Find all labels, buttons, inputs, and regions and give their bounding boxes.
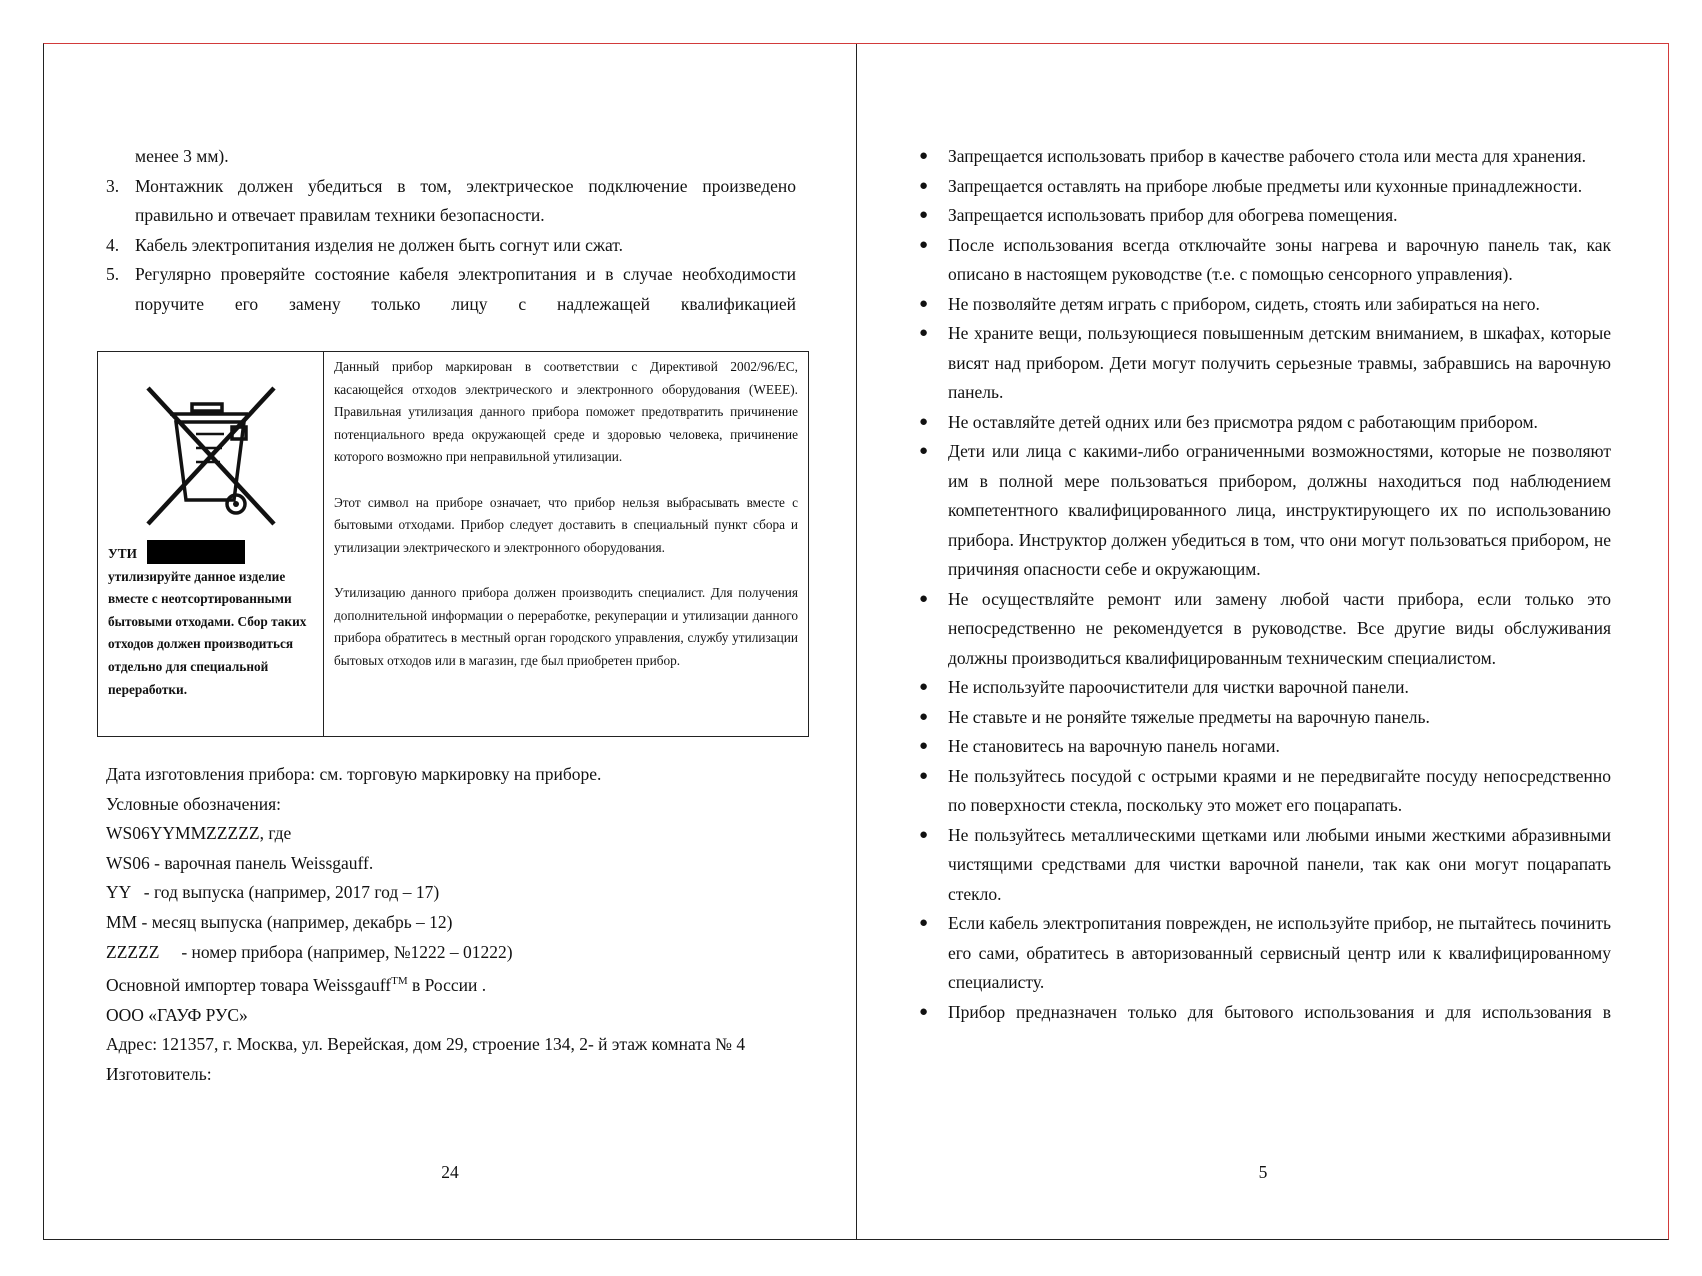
weee-notice-box xyxy=(97,351,809,737)
manufacture-date: Дата изготовления прибора: см. торговую маркировку на приборе. xyxy=(106,764,602,784)
bullet-text: Не пользуйтесь металлическими щетками или любыми иными жесткими абразивными чистящими средствами для чистки варочной панели, так как они могут поцарапать стекло. xyxy=(948,824,1611,904)
crossed-out-wheelie-bin-icon xyxy=(136,382,286,532)
bullet-item xyxy=(919,290,1611,320)
list-item-text: Кабель электропитания изделия не должен быть согнут или сжат. xyxy=(135,234,623,255)
bullet-dot-icon: ● xyxy=(919,325,929,341)
list-item-number: 4. xyxy=(106,234,120,255)
bullet-text: Не храните вещи, пользующиеся повышенным детским вниманием, в шкафах, которые висят над прибором. Дети могут получить серьезные травмы, забравшись на варочную панель. xyxy=(948,323,1611,402)
bullet-item xyxy=(919,319,1611,408)
list-item-number: 5. xyxy=(106,264,120,284)
bullet-text: Не пользуйтесь посудой с острыми краями и не передвигайте посуду непосредственно по поверхности стекла, поскольку это может его поцарапать. xyxy=(948,765,1611,815)
left-page xyxy=(44,44,856,1239)
bullet-text: Запрещается использовать прибор для обогрева помещения. xyxy=(948,205,1398,225)
bullet-dot-icon: ● xyxy=(919,177,929,194)
bullet-dot-icon: ● xyxy=(919,679,929,695)
weee-warning-text xyxy=(108,540,318,701)
bullet-item xyxy=(919,172,1611,202)
bullet-text: Если кабель электропитания поврежден, не используйте прибор, не пытайтесь починить его сами, обратитесь в авторизованный сервисный центр или к квалифицированному специалисту. xyxy=(948,913,1611,992)
bullet-text: Дети или лица с какими-либо ограниченными возможностями, которые не позволяют им в полной мере пользоваться прибором, должны находиться под наблюдением компетентного квалифицированного лица, инструктирующего их по использованию прибора. Инструктор должен убедиться в том, что они могут пользоваться прибором, не причиняя опасности себе и окружающим. xyxy=(948,441,1611,579)
bullet-item xyxy=(919,909,1611,998)
bullet-dot-icon: ● xyxy=(919,826,929,843)
bullet-item xyxy=(919,998,1611,1028)
importer-address: Адрес: 121357, г. Москва, ул. Верейская, дом 29, строение 134, 2- й этаж комната № 4 xyxy=(106,1034,746,1055)
bullet-item xyxy=(919,703,1611,733)
bullet-item xyxy=(919,762,1611,821)
bullet-dot-icon: ● xyxy=(919,207,929,223)
bullet-dot-icon: ● xyxy=(919,767,929,784)
bullet-dot-icon: ● xyxy=(919,590,929,607)
manufacturer-label: Изготовитель: xyxy=(106,1063,212,1084)
code-zz: ZZZZZ - номер прибора (например, №1222 – 01222) xyxy=(106,941,513,962)
safety-bullet-list xyxy=(919,142,1611,1027)
bullet-dot-icon: ● xyxy=(919,148,929,164)
bullet-item xyxy=(919,732,1611,762)
bullet-dot-icon: ● xyxy=(919,443,929,459)
bullet-text: Не ставьте и не роняйте тяжелые предметы на варочную панель. xyxy=(948,706,1430,727)
bullet-item xyxy=(919,201,1611,231)
numbered-list xyxy=(106,142,796,319)
bullet-text: Не позволяйте детям играть с прибором, сидеть, стоять или забираться на него. xyxy=(948,293,1540,314)
weee-paragraph-disposal: Утилизацию данного прибора должен производить специалист. Для получения дополнительной информации о переработке, рекуперации и утилизации данного прибора обратитесь в местный орган городского управления, службу утилизации бытовых отходов или в магазин, где был приобретен прибор. xyxy=(334,584,798,668)
importer-company: ООО «ГАУФ РУС» xyxy=(106,1004,248,1025)
bullet-text: Не оставляйте детей одних или без присмотра рядом с работающим прибором. xyxy=(948,411,1538,432)
page-number-right: 5 xyxy=(1258,1162,1268,1182)
list-item-number: 3. xyxy=(106,175,120,196)
serial-code-format: WS06YYMMZZZZZ, где xyxy=(106,823,292,844)
bullet-item xyxy=(919,821,1611,910)
importer-line xyxy=(106,967,806,1000)
bullet-dot-icon: ● xyxy=(919,236,929,253)
bullet-item xyxy=(919,673,1611,703)
list-item xyxy=(106,260,796,319)
bullet-text: Не используйте пароочистители для чистки варочной панели. xyxy=(948,677,1409,697)
list-item xyxy=(106,231,796,261)
legend-heading: Условные обозначения: xyxy=(106,793,282,814)
trademark-sup: TM xyxy=(391,975,408,988)
code-ws06: WS06 - варочная панель Weissgauff. xyxy=(106,852,374,873)
bullet-dot-icon: ● xyxy=(919,295,929,312)
weee-warning-prefix: УТИ xyxy=(108,546,137,561)
bullet-text: После использования всегда отключайте зоны нагрева и варочную панель так, как описано в настоящем руководстве (т.е. с помощью сенсорного управления). xyxy=(948,234,1611,284)
weee-paragraph-symbol: Этот символ на приборе означает, что прибор нельзя выбрасывать вместе с бытовыми отходами. Прибор следует доставить в специальный пункт сбора и утилизации электрического и электронного оборудования. xyxy=(334,494,798,555)
bullet-text: Запрещается оставлять на приборе любые предметы или кухонные принадлежности. xyxy=(948,175,1583,196)
importer-country: в России . xyxy=(407,974,487,995)
importer-text: Основной импортер товара Weissgauff xyxy=(106,974,392,995)
bullet-item xyxy=(919,142,1611,172)
list-item xyxy=(106,172,796,231)
bullet-text: Прибор предназначен только для бытового использования и для использования в xyxy=(948,1001,1611,1022)
right-page xyxy=(857,44,1669,1239)
document-spread xyxy=(43,43,1669,1240)
list-continuation: менее 3 мм). xyxy=(135,146,229,166)
weee-symbol-cell xyxy=(98,352,324,736)
bullet-dot-icon: ● xyxy=(919,915,929,931)
redaction-bar xyxy=(147,540,245,564)
bullet-text: Не становитесь на варочную панель ногами. xyxy=(948,736,1280,756)
manufacturing-info xyxy=(106,760,806,1089)
bullet-item xyxy=(919,585,1611,674)
list-item-text: Регулярно проверяйте состояние кабеля электропитания и в случае необходимости поручите его замену только лицу с надлежащей квалификацией xyxy=(135,264,796,314)
bullet-item xyxy=(919,231,1611,290)
list-item-text: Монтажник должен убедиться в том, электрическое подключение произведено правильно и отвечает правилам техники безопасности. xyxy=(135,175,796,225)
bullet-dot-icon: ● xyxy=(919,1003,929,1020)
bullet-text: Запрещается использовать прибор в качестве рабочего стола или места для хранения. xyxy=(948,146,1587,166)
weee-warning-body: утилизируйте данное изделие вместе с неотсортированными бытовыми отходами. Сбор таких отходов должен производиться отдельно для специальной переработки. xyxy=(108,568,307,697)
code-mm: MM - месяц выпуска (например, декабрь – 12) xyxy=(106,911,453,932)
page-number-left: 24 xyxy=(441,1162,459,1182)
bullet-dot-icon: ● xyxy=(919,413,929,430)
bullet-dot-icon: ● xyxy=(919,708,929,725)
bullet-item xyxy=(919,408,1611,438)
weee-paragraph-directive: Данный прибор маркирован в соответствии с Директивой 2002/96/EC, касающейся отходов электрического и электронного оборудования (WEEE). Правильная утилизация данного прибора поможет предотвратить причинение потенциального вреда окружающей среде и здоровью человека, причинение которого возможно при неправильной утилизации. xyxy=(334,359,798,465)
weee-description-cell xyxy=(324,352,808,736)
code-yy: YY - год выпуска (например, 2017 год – 17) xyxy=(106,882,440,903)
bullet-item xyxy=(919,437,1611,585)
bullet-text: Не осуществляйте ремонт или замену любой части прибора, если только это непосредственно не рекомендуется в руководстве. Все другие виды обслуживания должны производиться квалифицированным техническим специалистом. xyxy=(948,588,1611,668)
bullet-dot-icon: ● xyxy=(919,738,929,754)
